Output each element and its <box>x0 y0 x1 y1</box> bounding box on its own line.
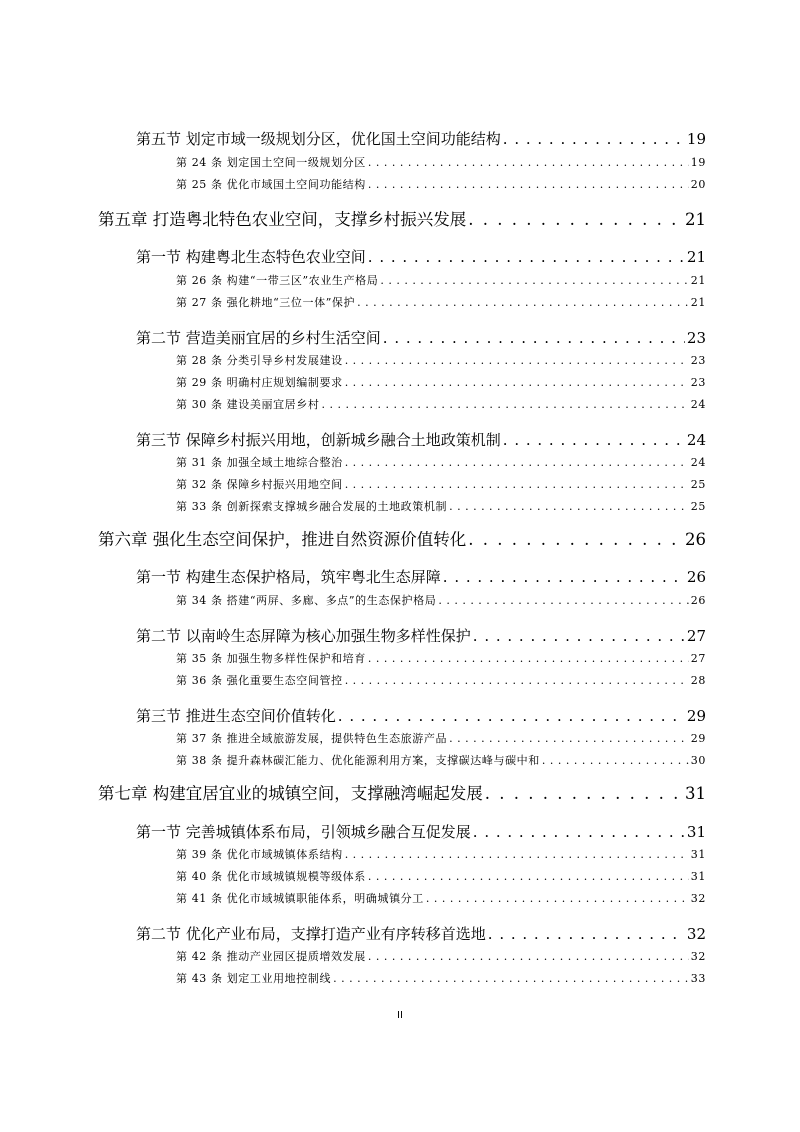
toc-article-entry[interactable] <box>176 294 706 310</box>
toc-entry-page: 25 <box>690 478 706 491</box>
toc-entry-title: 第六章 强化生态空间保护，推进自然资源价值转化 <box>98 530 467 549</box>
toc-article-entry[interactable] <box>176 396 706 412</box>
toc-entry-page: 31 <box>686 823 706 841</box>
leader-dots <box>473 627 685 645</box>
toc-entry-title: 第 37 条 推进全域旅游发展，提供特色生态旅游产品 <box>176 732 448 745</box>
toc-entry-title: 第五节 划定市域一级规划分区，优化国土空间功能结构 <box>136 130 501 148</box>
toc-entry-title: 第 40 条 优化市域城镇规模等级体系 <box>176 870 366 883</box>
toc-entry-page: 31 <box>685 784 706 803</box>
leader-dots <box>345 848 689 861</box>
toc-entry-page: 23 <box>690 354 706 367</box>
toc-entry-title: 第 29 条 明确村庄规划编制要求 <box>176 376 343 389</box>
toc-entry-page: 32 <box>690 950 706 963</box>
toc-article-entry[interactable] <box>176 846 706 862</box>
leader-dots <box>485 784 683 803</box>
toc-entry-page: 27 <box>686 627 706 645</box>
toc-section-entry[interactable] <box>136 625 706 646</box>
toc-entry-page: 19 <box>690 156 706 169</box>
toc-article-entry[interactable] <box>176 948 706 964</box>
page-number: II <box>397 1010 403 1021</box>
toc-chapter-entry[interactable] <box>98 206 706 230</box>
leader-dots <box>368 156 689 169</box>
leader-dots <box>380 274 688 287</box>
toc-entry-title: 第一节 完善城镇体系布局，引领城乡融合互促发展 <box>136 823 471 841</box>
leader-dots <box>345 674 689 687</box>
toc-entry-title: 第 36 条 强化重要生态空间管控 <box>176 674 343 687</box>
toc-entry-page: 26 <box>686 568 706 586</box>
toc-article-entry[interactable] <box>176 272 706 288</box>
toc-entry-page: 31 <box>690 848 706 861</box>
toc-entry-page: 23 <box>690 376 706 389</box>
toc-section-entry[interactable] <box>136 429 706 450</box>
toc-section-entry[interactable] <box>136 246 706 267</box>
toc-entry-title: 第 35 条 加强生物多样性保护和培育 <box>176 652 366 665</box>
toc-entry-title: 第二节 营造美丽宜居的乡村生活空间 <box>136 329 381 347</box>
leader-dots <box>368 178 689 191</box>
toc-entry-title: 第七章 构建宜居宜业的城镇空间，支撑融湾崛起发展 <box>98 784 483 803</box>
toc-entry-page: 27 <box>690 652 706 665</box>
toc-entry-page: 21 <box>686 248 706 266</box>
leader-dots <box>449 732 689 745</box>
toc-entry-title: 第二节 优化产业布局，支撑打造产业有序转移首选地 <box>136 925 486 943</box>
toc-entry-title: 第 28 条 分类引导乡村发展建设 <box>176 354 343 367</box>
toc-entry-title: 第 33 条 创新探索支撑城乡融合发展的土地政策机制 <box>176 500 448 513</box>
toc-entry-title: 第 25 条 优化市域国土空间功能结构 <box>176 178 366 191</box>
toc-section-entry[interactable] <box>136 128 706 149</box>
toc-entry-page: 24 <box>686 431 706 449</box>
leader-dots <box>322 398 689 411</box>
toc-article-entry[interactable] <box>176 476 706 492</box>
leader-dots <box>426 892 689 905</box>
toc-entry-title: 第 31 条 加强全域土地综合整治 <box>176 456 343 469</box>
leader-dots <box>368 870 689 883</box>
toc-entry-page: 21 <box>685 210 706 229</box>
toc-entry-title: 第 26 条 构建“一带三区”农业生产格局 <box>176 274 379 287</box>
leader-dots <box>503 130 685 148</box>
toc-entry-page: 19 <box>686 130 706 148</box>
toc-section-entry[interactable] <box>136 821 706 842</box>
leader-dots <box>333 972 689 985</box>
toc-entry-title: 第二节 以南岭生态屏障为核心加强生物多样性保护 <box>136 627 471 645</box>
leader-dots <box>338 707 685 725</box>
toc-article-entry[interactable] <box>176 498 706 514</box>
leader-dots <box>383 329 685 347</box>
toc-chapter-entry[interactable] <box>98 780 706 804</box>
toc-entry-page: 33 <box>690 972 706 985</box>
toc-article-entry[interactable] <box>176 970 706 986</box>
toc-section-entry[interactable] <box>136 327 706 348</box>
toc-entry-title: 第三节 保障乡村振兴用地，创新城乡融合土地政策机制 <box>136 431 501 449</box>
leader-dots <box>449 500 689 513</box>
leader-dots <box>473 823 685 841</box>
toc-entry-page: 31 <box>690 870 706 883</box>
toc-article-entry[interactable] <box>176 176 706 192</box>
toc-entry-title: 第 27 条 强化耕地“三位一体”保护 <box>176 296 356 309</box>
leader-dots <box>357 296 689 309</box>
toc-entry-title: 第三节 推进生态空间价值转化 <box>136 707 336 725</box>
toc-entry-page: 25 <box>690 500 706 513</box>
toc-article-entry[interactable] <box>176 374 706 390</box>
toc-entry-page: 32 <box>690 892 706 905</box>
leader-dots <box>468 210 683 229</box>
toc-entry-title: 第 34 条 搭建“两屏、多廊、多点”的生态保护格局 <box>176 594 437 607</box>
toc-entry-title: 第一节 构建粤北生态特色农业空间 <box>136 248 366 266</box>
toc-entry-title: 第 39 条 优化市域城镇体系结构 <box>176 848 343 861</box>
toc-entry-page: 32 <box>686 925 706 943</box>
toc-entry-title: 第 32 条 保障乡村振兴用地空间 <box>176 478 343 491</box>
toc-article-entry[interactable] <box>176 730 706 746</box>
toc-article-entry[interactable] <box>176 154 706 170</box>
toc-entry-page: 21 <box>690 296 706 309</box>
leader-dots <box>468 530 683 549</box>
leader-dots <box>443 568 685 586</box>
leader-dots <box>368 950 689 963</box>
toc-section-entry[interactable] <box>136 705 706 726</box>
toc-article-entry[interactable] <box>176 454 706 470</box>
toc-entry-page: 30 <box>690 754 706 767</box>
toc-article-entry[interactable] <box>176 352 706 368</box>
toc-entry-page: 21 <box>690 274 706 287</box>
leader-dots <box>345 354 689 367</box>
toc-entry-title: 第 38 条 提升森林碳汇能力、优化能源利用方案，支撑碳达峰与碳中和 <box>176 754 540 767</box>
toc-article-entry[interactable] <box>176 650 706 666</box>
leader-dots <box>503 431 685 449</box>
toc-article-entry[interactable] <box>176 672 706 688</box>
toc-entry-page: 24 <box>690 456 706 469</box>
toc-entry-title: 第 43 条 划定工业用地控制线 <box>176 972 332 985</box>
toc-section-entry[interactable] <box>136 566 706 587</box>
toc-entry-page: 26 <box>690 594 706 607</box>
toc-entry-title: 第 41 条 优化市域城镇职能体系，明确城镇分工 <box>176 892 424 905</box>
leader-dots <box>488 925 685 943</box>
toc-entry-title: 第 24 条 划定国土空间一级规划分区 <box>176 156 366 169</box>
toc-entry-title: 第五章 打造粤北特色农业空间，支撑乡村振兴发展 <box>98 210 467 229</box>
toc-section-entry[interactable] <box>136 923 706 944</box>
toc-article-entry[interactable] <box>176 752 706 768</box>
leader-dots <box>345 456 689 469</box>
toc-chapter-entry[interactable] <box>98 526 706 550</box>
toc-entry-page: 29 <box>686 707 706 725</box>
toc-article-entry[interactable] <box>176 890 706 906</box>
toc-article-entry[interactable] <box>176 592 706 608</box>
toc-entry-page: 23 <box>686 329 706 347</box>
leader-dots <box>438 594 688 607</box>
toc-entry-page: 24 <box>690 398 706 411</box>
leader-dots <box>345 376 689 389</box>
leader-dots <box>368 652 689 665</box>
leader-dots <box>345 478 689 491</box>
toc-article-entry[interactable] <box>176 868 706 884</box>
leader-dots <box>368 248 685 266</box>
toc-entry-title: 第 42 条 推动产业园区提质增效发展 <box>176 950 366 963</box>
toc-entry-page: 20 <box>690 178 706 191</box>
toc-entry-page: 26 <box>685 530 706 549</box>
leader-dots <box>542 754 689 767</box>
toc-entry-title: 第一节 构建生态保护格局，筑牢粤北生态屏障 <box>136 568 441 586</box>
toc-entry-title: 第 30 条 建设美丽宜居乡村 <box>176 398 320 411</box>
toc-entry-page: 28 <box>690 674 706 687</box>
toc-entry-page: 29 <box>690 732 706 745</box>
